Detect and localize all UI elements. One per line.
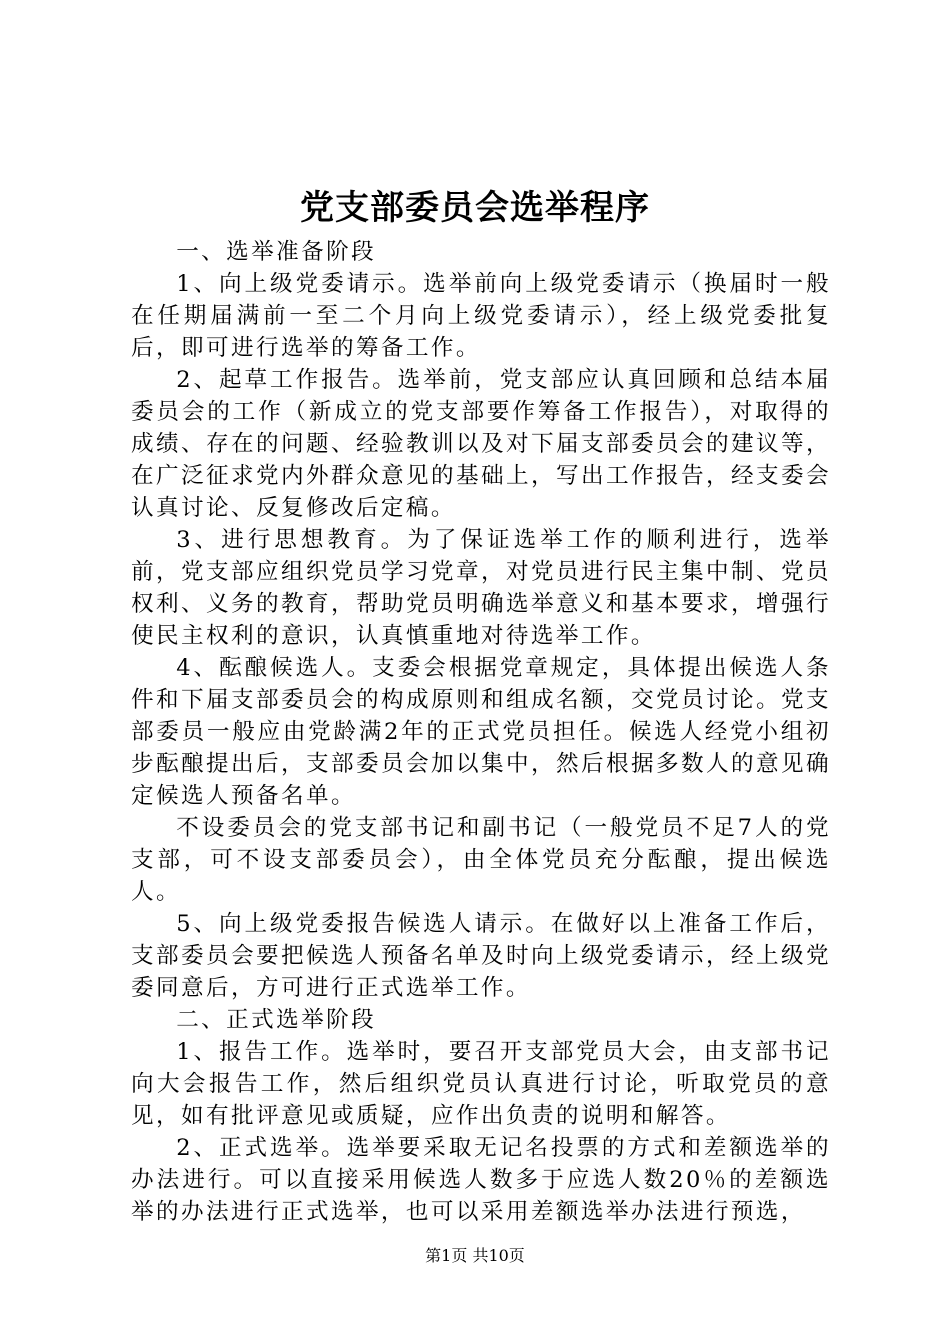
paragraph-formal-election: 2、正式选举。选举要采取无记名投票的方式和差额选举的办法进行。可以直接采用候选人数多于应选人数20％的差额选举的办法进行正式选举，也可以采用差额选举办法进行预选，	[131, 1135, 831, 1225]
paragraph-no-committee-branch: 不设委员会的党支部书记和副书记（一般党员不足7人的党支部，可不设支部委员会），由全体党员充分酝酿，提出候选人。	[131, 815, 831, 905]
page-footer: 第1页 共10页	[425, 1246, 525, 1265]
paragraph-draft-report: 2、起草工作报告。选举前，党支部应认真回顾和总结本届委员会的工作（新成立的党支部要作筹备工作报告），对取得的成绩、存在的问题、经验教训以及对下届支部委员会的建议等，在广泛征求党内外群众意见的基础上，写出工作报告，经支委会认真讨论、反复修改后定稿。	[131, 367, 831, 521]
document-title: 党支部委员会选举程序	[300, 188, 650, 228]
document-body	[131, 236, 831, 1228]
paragraph-ideological-education: 3、进行思想教育。为了保证选举工作的顺利进行，选举前，党支部应组织党员学习党章，对党员进行民主集中制、党员权利、义务的教育，帮助党员明确选举意义和基本要求，增强行使民主权利的意识，认真慎重地对待选举工作。	[131, 527, 831, 649]
paragraph-nominate-candidates: 4、酝酿候选人。支委会根据党章规定，具体提出候选人条件和下届支部委员会的构成原则和组成名额，交党员讨论。党支部委员一般应由党龄满2年的正式党员担任。候选人经党小组初步酝酿提出后，支部委员会加以集中，然后根据多数人的意见确定候选人预备名单。	[131, 655, 831, 809]
section-heading-formal-election: 二、正式选举阶段	[176, 1007, 377, 1033]
paragraph-report-candidates: 5、向上级党委报告候选人请示。在做好以上准备工作后，支部委员会要把候选人预备名单及时向上级党委请示，经上级党委同意后，方可进行正式选举工作。	[131, 911, 831, 1001]
paragraph-request-superior: 1、向上级党委请示。选举前向上级党委请示（换届时一般在任期届满前一至二个月向上级党委请示），经上级党委批复后，即可进行选举的筹备工作。	[131, 271, 831, 361]
paragraph-report-work: 1、报告工作。选举时，要召开支部党员大会，由支部书记向大会报告工作，然后组织党员认真进行讨论，听取党员的意见，如有批评意见或质疑，应作出负责的说明和解答。	[131, 1039, 831, 1129]
section-heading-preparation: 一、选举准备阶段	[176, 239, 377, 265]
